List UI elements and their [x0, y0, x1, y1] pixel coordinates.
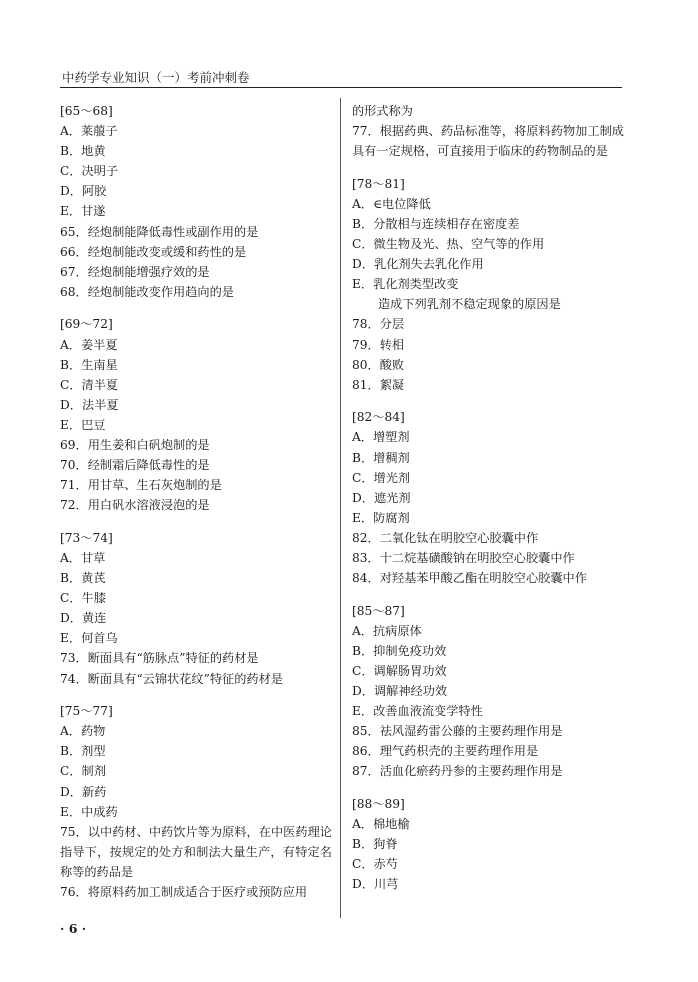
answer-option: C．赤芍 — [352, 857, 398, 872]
question-item: 85．祛风湿药雷公藤的主要药理作用是 — [352, 724, 563, 739]
answer-option: C．决明子 — [60, 164, 119, 179]
column-divider — [340, 98, 341, 918]
question-range: [78～81] — [352, 176, 405, 191]
answer-option: B．抑制免疫功效 — [352, 643, 447, 658]
section-gap — [60, 689, 332, 702]
answer-option: D．新药 — [60, 784, 107, 799]
question-item: 86．理气药枳壳的主要药理作用是 — [352, 744, 539, 759]
section-gap — [60, 302, 332, 315]
left-column — [60, 101, 332, 902]
question-prompt: 造成下列乳剂不稳定现象的原因是 — [378, 297, 561, 312]
question-range: [88～89] — [352, 797, 405, 811]
answer-option: A．甘草 — [60, 550, 106, 565]
answer-option: A．莱菔子 — [60, 124, 118, 139]
question-item: 71．用甘草、生石灰炮制的是 — [60, 478, 222, 493]
answer-option: A．药物 — [60, 724, 106, 739]
answer-option: E．乳化剂类型改变 — [352, 277, 459, 292]
answer-option: E．防腐剂 — [352, 510, 410, 525]
question-item: 83．十二烷基磺酸钠在明胶空心胶囊中作 — [352, 550, 575, 565]
question-item: 81．絮凝 — [352, 377, 405, 392]
question-item: 80．酸败 — [352, 357, 405, 372]
answer-option: C．制剂 — [60, 764, 106, 779]
question-item: 73．断面具有“筋脉点”特征的药材是 — [60, 651, 259, 666]
question-range: [75～77] — [60, 704, 113, 719]
question-item: 84．对羟基苯甲酸乙酯在明胶空心胶囊中作 — [352, 571, 587, 586]
answer-option: E．何首乌 — [60, 631, 118, 646]
answer-option: A．∈电位降低 — [352, 196, 431, 211]
answer-option: B．地黄 — [60, 144, 106, 159]
question-item: 78．分层 — [352, 317, 405, 332]
section-gap — [60, 515, 332, 528]
answer-option: E．巴豆 — [60, 417, 106, 432]
answer-option: C．清半夏 — [60, 377, 119, 392]
answer-option: B．黄芪 — [60, 571, 106, 586]
answer-option: D．遮光剂 — [352, 490, 411, 505]
question-item: 66．经炮制能改变或缓和药性的是 — [60, 244, 247, 259]
answer-option: D．乳化剂失去乳化作用 — [352, 257, 484, 272]
answer-option: C．增光剂 — [352, 470, 411, 485]
question-item: 74．断面具有“云锦状花纹”特征的药材是 — [60, 671, 283, 686]
answer-option: D．川芎 — [352, 877, 399, 892]
answer-option: A．抗病原体 — [352, 623, 422, 638]
question-range: [73～74] — [60, 530, 113, 545]
answer-option: D．黄连 — [60, 611, 107, 626]
answer-option: E．中成药 — [60, 804, 118, 819]
answer-option: B．生南星 — [60, 357, 118, 372]
page-number: · 6 · — [60, 921, 87, 936]
answer-option: B．分散相与连续相存在密度差 — [352, 216, 520, 231]
question-item: 79．转相 — [352, 337, 405, 352]
header-rule — [60, 87, 622, 88]
question-range: [82～84] — [352, 410, 405, 425]
section-gap — [352, 395, 624, 408]
question-range: [85～87] — [352, 603, 405, 618]
question-stem: 77．根据药典、药品标准等，将原料药物加工制成具有一定规格，可直接用于临床的药物制品的是 — [352, 124, 624, 159]
question-item: 72．用白矾水溶液浸泡的是 — [60, 498, 210, 513]
answer-option: A．姜半夏 — [60, 337, 118, 352]
question-item: 76．将原料药加工制成适合于医疗或预防应用 — [60, 884, 308, 899]
question-item: 87．活血化瘀药丹参的主要药理作用是 — [352, 764, 563, 779]
page-header: 中药学专业知识（一）考前冲刺卷 — [62, 70, 250, 85]
answer-option: D．法半夏 — [60, 397, 119, 412]
question-item: 82．二氧化钛在明胶空心胶囊中作 — [352, 530, 539, 545]
answer-option: A．棉地榆 — [352, 817, 410, 832]
question-item: 65．经炮制能降低毒性或副作用的是 — [60, 224, 259, 239]
answer-option: E．甘遂 — [60, 204, 106, 219]
answer-option: D．调解神经功效 — [352, 684, 448, 699]
question-stem: 75．以中药材、中药饮片等为原料，在中医药理论指导下，按规定的处方和制法大量生产，有特定名称等的药品是 — [60, 824, 332, 879]
question-item: 70．经制霜后降低毒性的是 — [60, 458, 210, 473]
question-item: 69．用生姜和白矾炮制的是 — [60, 438, 210, 452]
answer-option: B．剂型 — [60, 744, 106, 759]
answer-option: D．阿胶 — [60, 184, 107, 199]
section-gap — [352, 161, 624, 174]
right-column — [352, 101, 624, 894]
answer-option: C．牛膝 — [60, 591, 106, 606]
question-item: 67．经炮制能增强疗效的是 — [60, 264, 210, 279]
question-range: [65～68] — [60, 104, 113, 118]
answer-option: C．微生物及光、热、空气等的作用 — [352, 237, 545, 252]
question-item: 68．经炮制能改变作用趋向的是 — [60, 284, 234, 299]
answer-option: B．增稠剂 — [352, 450, 410, 465]
answer-option: A．增塑剂 — [352, 430, 410, 445]
answer-option: E．改善血液流变学特性 — [352, 704, 483, 719]
answer-option: B．狗脊 — [352, 837, 398, 852]
answer-option: C．调解肠胃功效 — [352, 663, 447, 678]
section-gap — [352, 588, 624, 601]
section-gap — [352, 782, 624, 795]
question-item: 的形式称为 — [352, 104, 413, 118]
question-range: [69～72] — [60, 317, 113, 332]
